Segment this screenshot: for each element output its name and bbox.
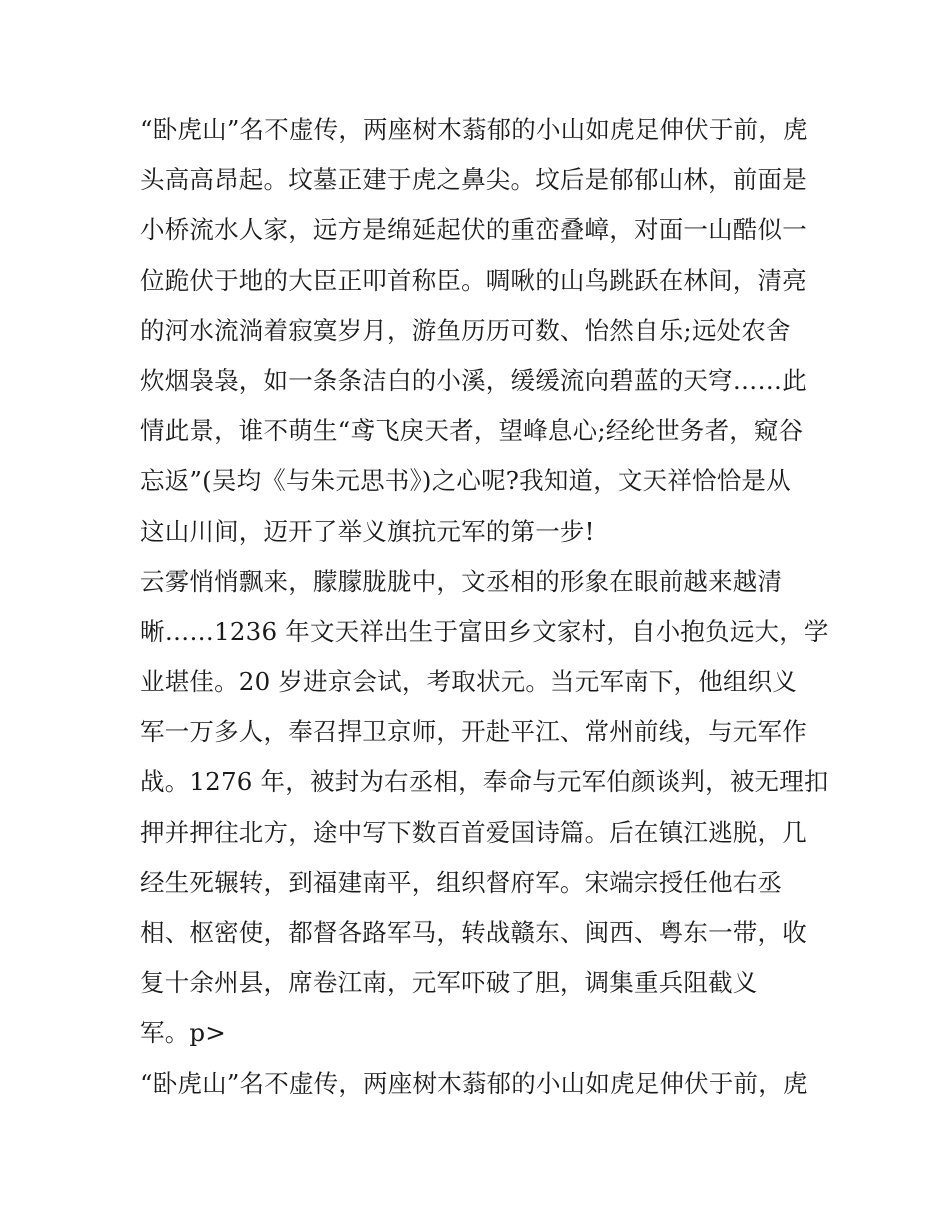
text-line: 云雾悄悄飘来，朦朦胧胧中，文丞相的形象在眼前越来越清: [140, 566, 783, 596]
text-line: “卧虎山”名不虚传，两座树木蓊郁的小山如虎足伸伏于前，虎: [140, 115, 808, 144]
text-line: 军。p>: [140, 1018, 227, 1048]
text-line: 业堪佳。20 岁进京会试，考取状元。当元军南下，他组织义: [140, 667, 798, 697]
text-line: 头高高昂起。坟墓正建于虎之鼻尖。坟后是郁郁山林，前面是: [140, 165, 807, 195]
text-line: 相、枢密使，都督各路军马，转战赣东、闽西、粤东一带，收: [140, 918, 807, 947]
text-line: 复十余州县，席卷江南，元军吓破了胆，调集重兵阻截义: [140, 968, 758, 998]
body-text: [140, 105, 829, 1109]
text-line: 这山川间，迈开了举义旗抗元军的第一步!: [140, 516, 595, 546]
text-line: 位跪伏于地的大臣正叩首称臣。啁啾的山鸟跳跃在林间，清亮: [140, 265, 807, 295]
text-line: 炊烟袅袅，如一条条洁白的小溪，缓缓流向碧蓝的天穹……此: [140, 365, 807, 395]
text-line: 情此景，谁不萌生“鸢飞戾天者，望峰息心;经纶世务者，窥谷: [140, 416, 804, 446]
text-line: 战。1276 年，被封为右丞相，奉命与元军伯颜谈判，被无理扣: [140, 767, 829, 797]
text-line: 的河水流淌着寂寞岁月，游鱼历历可数、怡然自乐;远处农舍: [140, 315, 791, 345]
text-line: “卧虎山”名不虚传，两座树木蓊郁的小山如虎足伸伏于前，虎: [140, 1068, 808, 1098]
text-line: 押并押往北方，途中写下数百首爱国诗篇。后在镇江逃脱，几: [140, 817, 807, 847]
text-line: 经生死辗转，到福建南平，组织督府军。宋端宗授任他右丞: [140, 867, 783, 897]
text-line: 忘返”(吴均《与朱元思书》)之心呢?我知道，文天祥恰恰是从: [140, 466, 791, 496]
text-line: 晰……1236 年文天祥出生于富田乡文家村，自小抱负远大，学: [140, 616, 829, 646]
text-line: 小桥流水人家，远方是绵延起伏的重峦叠嶂，对面一山酷似一: [140, 215, 807, 245]
text-line: 军一万多人，奉召捍卫京师，开赴平江、常州前线，与元军作: [140, 717, 807, 747]
